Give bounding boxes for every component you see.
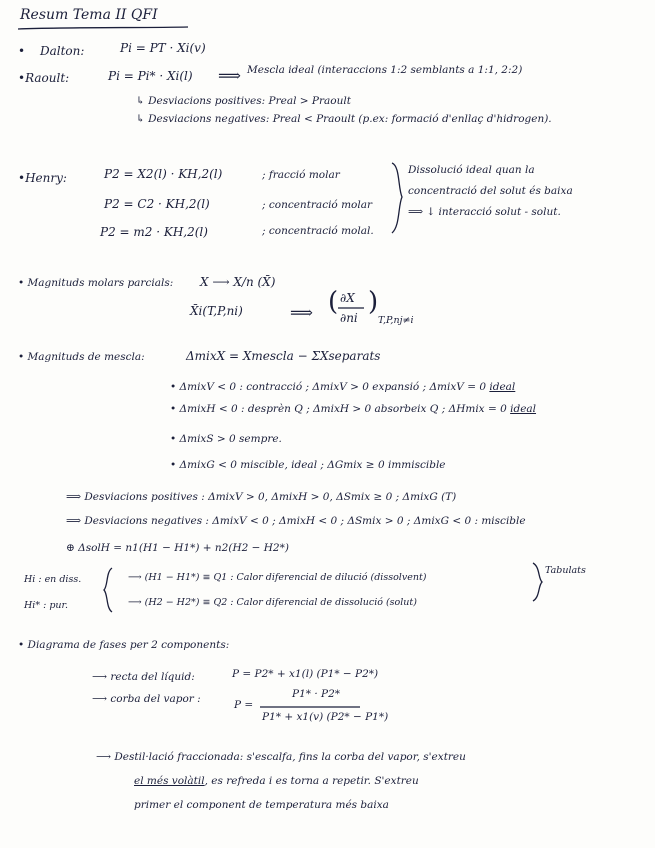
heats-left-brace: [104, 568, 112, 612]
dalton-formula: Pi = PT · Xi(v): [120, 41, 206, 55]
henry-formula-1: P2 = X2(l) · KH,2(l): [104, 167, 223, 181]
partial-molar-map: X ⟶ X/n (X̄): [200, 275, 276, 289]
henry-formula-3: P2 = m2 · KH,2(l): [100, 225, 208, 239]
page-title: Resum Tema II QFI: [20, 7, 158, 23]
liquid-line-label: ⟶ recta del líquid:: [92, 671, 195, 683]
partial-molar-xi: X̄i(T,P,ni): [190, 304, 243, 318]
hstar-label: Hi* : pur.: [24, 600, 69, 611]
distillation-line-2: [134, 776, 419, 787]
vapor-curve-denominator: P1* + x1(v) (P2* − P1*): [262, 711, 389, 723]
partial-molar-label: • Magnituds molars parcials:: [18, 277, 174, 289]
henry-side-line-3: ⟹ ↓ interacció solut - solut.: [408, 206, 561, 218]
ideal-underlined: ideal: [489, 381, 516, 393]
tabulats-label: Tabulats: [545, 565, 586, 576]
derivative-subscript: T,P,nj≠i: [378, 315, 414, 326]
raoult-ideal-text: Mescla ideal (interaccions 1:2 semblants a 1:1, 2:2): [247, 64, 523, 76]
bullet: •: [18, 44, 26, 58]
dissolution-heat: ⟶ (H2 − H2*) ≡ Q2 : Calor diferencial de dissolució (solut): [128, 597, 417, 608]
distillation-line-1: ⟶ Destil·lació fraccionada: s'escalfa, fins la corba del vapor, s'extreu: [96, 751, 466, 763]
mixing-gibbs: • ΔmixG < 0 miscible, ideal ; ΔGmix ≥ 0 immiscible: [170, 459, 446, 471]
ideal-underlined: ideal: [510, 403, 537, 415]
solution-enthalpy: ⊕ ΔsolH = n1(H1 − H1*) + n2(H2 − H2*): [66, 542, 289, 554]
implies-arrow: ⟹: [290, 303, 313, 322]
mixing-label: • Magnituds de mescla:: [18, 351, 145, 363]
mixing-enthalpy-text: • ΔmixH < 0 : desprèn Q ; ΔmixH > 0 absorbeix Q ; ΔHmix = 0: [170, 403, 507, 415]
henry-side-line-2: concentració del solut és baixa: [408, 185, 573, 197]
henry-right-brace: [392, 163, 402, 233]
mixing-entropy: • ΔmixS > 0 sempre.: [170, 433, 282, 445]
mixing-volume: [170, 382, 515, 393]
dev-negative: ↳ Desviacions negatives: Preal < Praoult (p.ex: formació d'enllaç d'hidrogen).: [136, 113, 552, 125]
liquid-line-formula: P = P2* + x1(l) (P1* − P2*): [232, 668, 379, 680]
dalton-label: Dalton:: [40, 44, 85, 58]
distillation-line-2-rest: , es refreda i es torna a repetir. S'extreu: [204, 775, 419, 787]
henry-note-3: ; concentració molal.: [262, 225, 374, 237]
mixing-formula: ΔmixX = Xmescla − ΣXseparats: [186, 349, 381, 363]
hi-label: Hi : en diss.: [24, 574, 82, 585]
raoult-label: •Raoult:: [18, 71, 70, 85]
mixing-volume-text: • ΔmixV < 0 : contracció ; ΔmixV > 0 expansió ; ΔmixV = 0: [170, 381, 487, 393]
left-paren: (: [328, 287, 339, 317]
phase-diagram-label: • Diagrama de fases per 2 components:: [18, 639, 230, 651]
negative-deviations: ⟹ Desviacions negatives : ΔmixV < 0 ; ΔmixH < 0 ; ΔSmix > 0 ; ΔmixG < 0 : miscible: [66, 515, 526, 527]
henry-side-line-1: Dissolució ideal quan la: [408, 164, 535, 176]
raoult-formula: Pi = Pi* · Xi(l): [108, 69, 193, 83]
derivative-numerator: ∂X: [340, 291, 355, 305]
distillation-line-3: primer el component de temperatura més baixa: [134, 799, 389, 811]
implies-arrow: ⟹: [218, 66, 241, 85]
right-paren: ): [368, 287, 379, 317]
positive-deviations: ⟹ Desviacions positives : ΔmixV > 0, ΔmixH > 0, ΔSmix ≥ 0 ; ΔmixG (T): [66, 491, 457, 503]
vapor-curve-numerator: P1* · P2*: [292, 688, 341, 700]
vapor-curve-label: ⟶ corba del vapor :: [92, 693, 201, 705]
vapor-curve-lhs: P =: [234, 699, 254, 711]
dev-positive: ↳ Desviacions positives: Preal > Praoult: [136, 95, 351, 107]
henry-note-1: ; fracció molar: [262, 169, 340, 181]
dilution-heat: ⟶ (H1 − H1*) ≡ Q1 : Calor diferencial de dilució (dissolvent): [128, 572, 427, 583]
most-volatile-underlined: el més volàtil: [134, 775, 205, 787]
henry-note-2: ; concentració molar: [262, 199, 373, 211]
derivative-denominator: ∂ni: [340, 311, 358, 325]
mixing-enthalpy: [170, 404, 536, 415]
henry-label: •Henry:: [18, 171, 67, 185]
heats-right-brace: [533, 563, 542, 601]
title-underline: [18, 27, 188, 29]
henry-formula-2: P2 = C2 · KH,2(l): [104, 197, 210, 211]
